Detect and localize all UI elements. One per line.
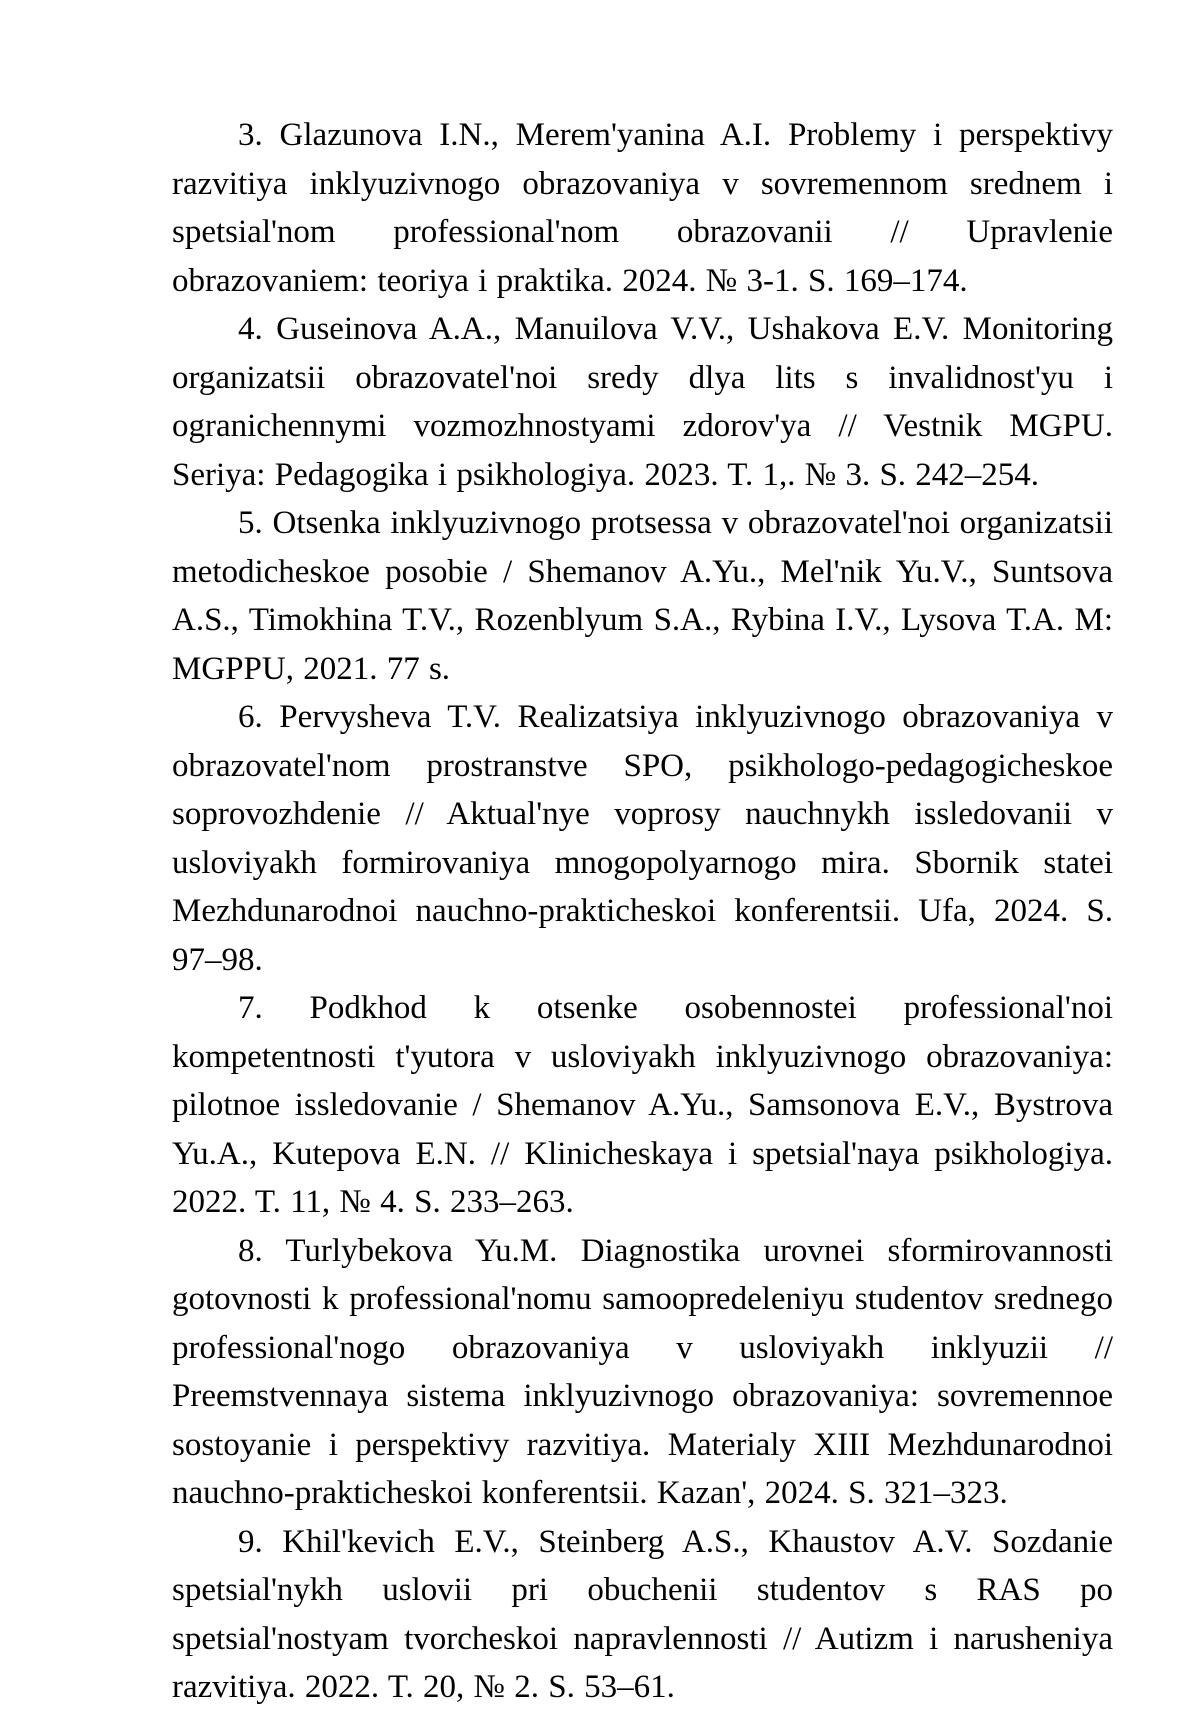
reference-item-6: 6. Pervysheva T.V. Realizatsiya inklyuzivnogo obrazovaniya v obrazovatel'nom prostranstve SPO, psikhologo-pedagogicheskoe soprovozhdenie // Aktual'nye voprosy nauchnykh issledovanii v usloviyakh formirovaniya mnogopolyarnogo mira. Sbornik statei Mezhdunarodnoi nauchno-prakticheskoi konferentsii. Ufa, 2024. S. 97–98. xyxy=(172,699,1113,978)
reference-item-8: 8. Turlybekova Yu.M. Diagnostika urovnei sformirovannosti gotovnosti k professional'nomu samoopredeleniyu studentov srednego professional'nogo obrazovaniya v usloviyakh inklyuzii // Preemstvennaya sistema inklyuzivnogo obrazovaniya: sovremennoe sostoyanie i perspektivy razvitiya. Materialy XIII Mezhdunarodnoi nauchno-prakticheskoi konferentsii. Kazan', 2024. S. 321–323. xyxy=(172,1232,1113,1511)
reference-item-4: 4. Guseinova A.A., Manuilova V.V., Ushakova E.V. Monitoring organizatsii obrazovatel'noi sredy dlya lits s invalidnost'yu i ogranichennymi vozmozhnostyami zdorov'ya // Vestnik MGPU. Seriya: Pedagogika i psikhologiya. 2023. T. 1,. № 3. S. 242–254. xyxy=(172,311,1113,493)
reference-item-7: 7. Podkhod k otsenke osobennostei professional'noi kompetentnosti t'yutora v usloviyakh inklyuzivnogo obrazovaniya: pilotnoe issledovanie / Shemanov A.Yu., Samsonova E.V., Bystrova Yu.A., Kutepova E.N. // Klinicheskaya i spetsial'naya psikhologiya. 2022. T. 11, № 4. S. 233–263. xyxy=(172,990,1113,1220)
reference-item-5: 5. Otsenka inklyuzivnogo protsessa v obrazovatel'noi organizatsii metodicheskoe posobie / Shemanov A.Yu., Mel'nik Yu.V., Suntsova A.S., Timokhina T.V., Rozenblyum S.A., Rybina I.V., Lysova T.A. M: MGPPU, 2021. 77 s. xyxy=(172,505,1113,687)
reference-item-9: 9. Khil'kevich E.V., Steinberg A.S., Khaustov A.V. Sozdanie spetsial'nykh uslovii pri obuchenii studentov s RAS po spetsial'nostyam tvorcheskoi napravlennosti // Autizm i narusheniya razvitiya. 2022. T. 20, № 2. S. 53–61. xyxy=(172,1523,1113,1705)
reference-item-3: 3. Glazunova I.N., Merem'yanina A.I. Problemy i perspektivy razvitiya inklyuzivnogo obrazovaniya v sovremennom srednem i spetsial'nom professional'nom obrazovanii // Upravlenie obrazovaniem: teoriya i praktika. 2024. № 3-1. S. 169–174. xyxy=(172,117,1113,299)
